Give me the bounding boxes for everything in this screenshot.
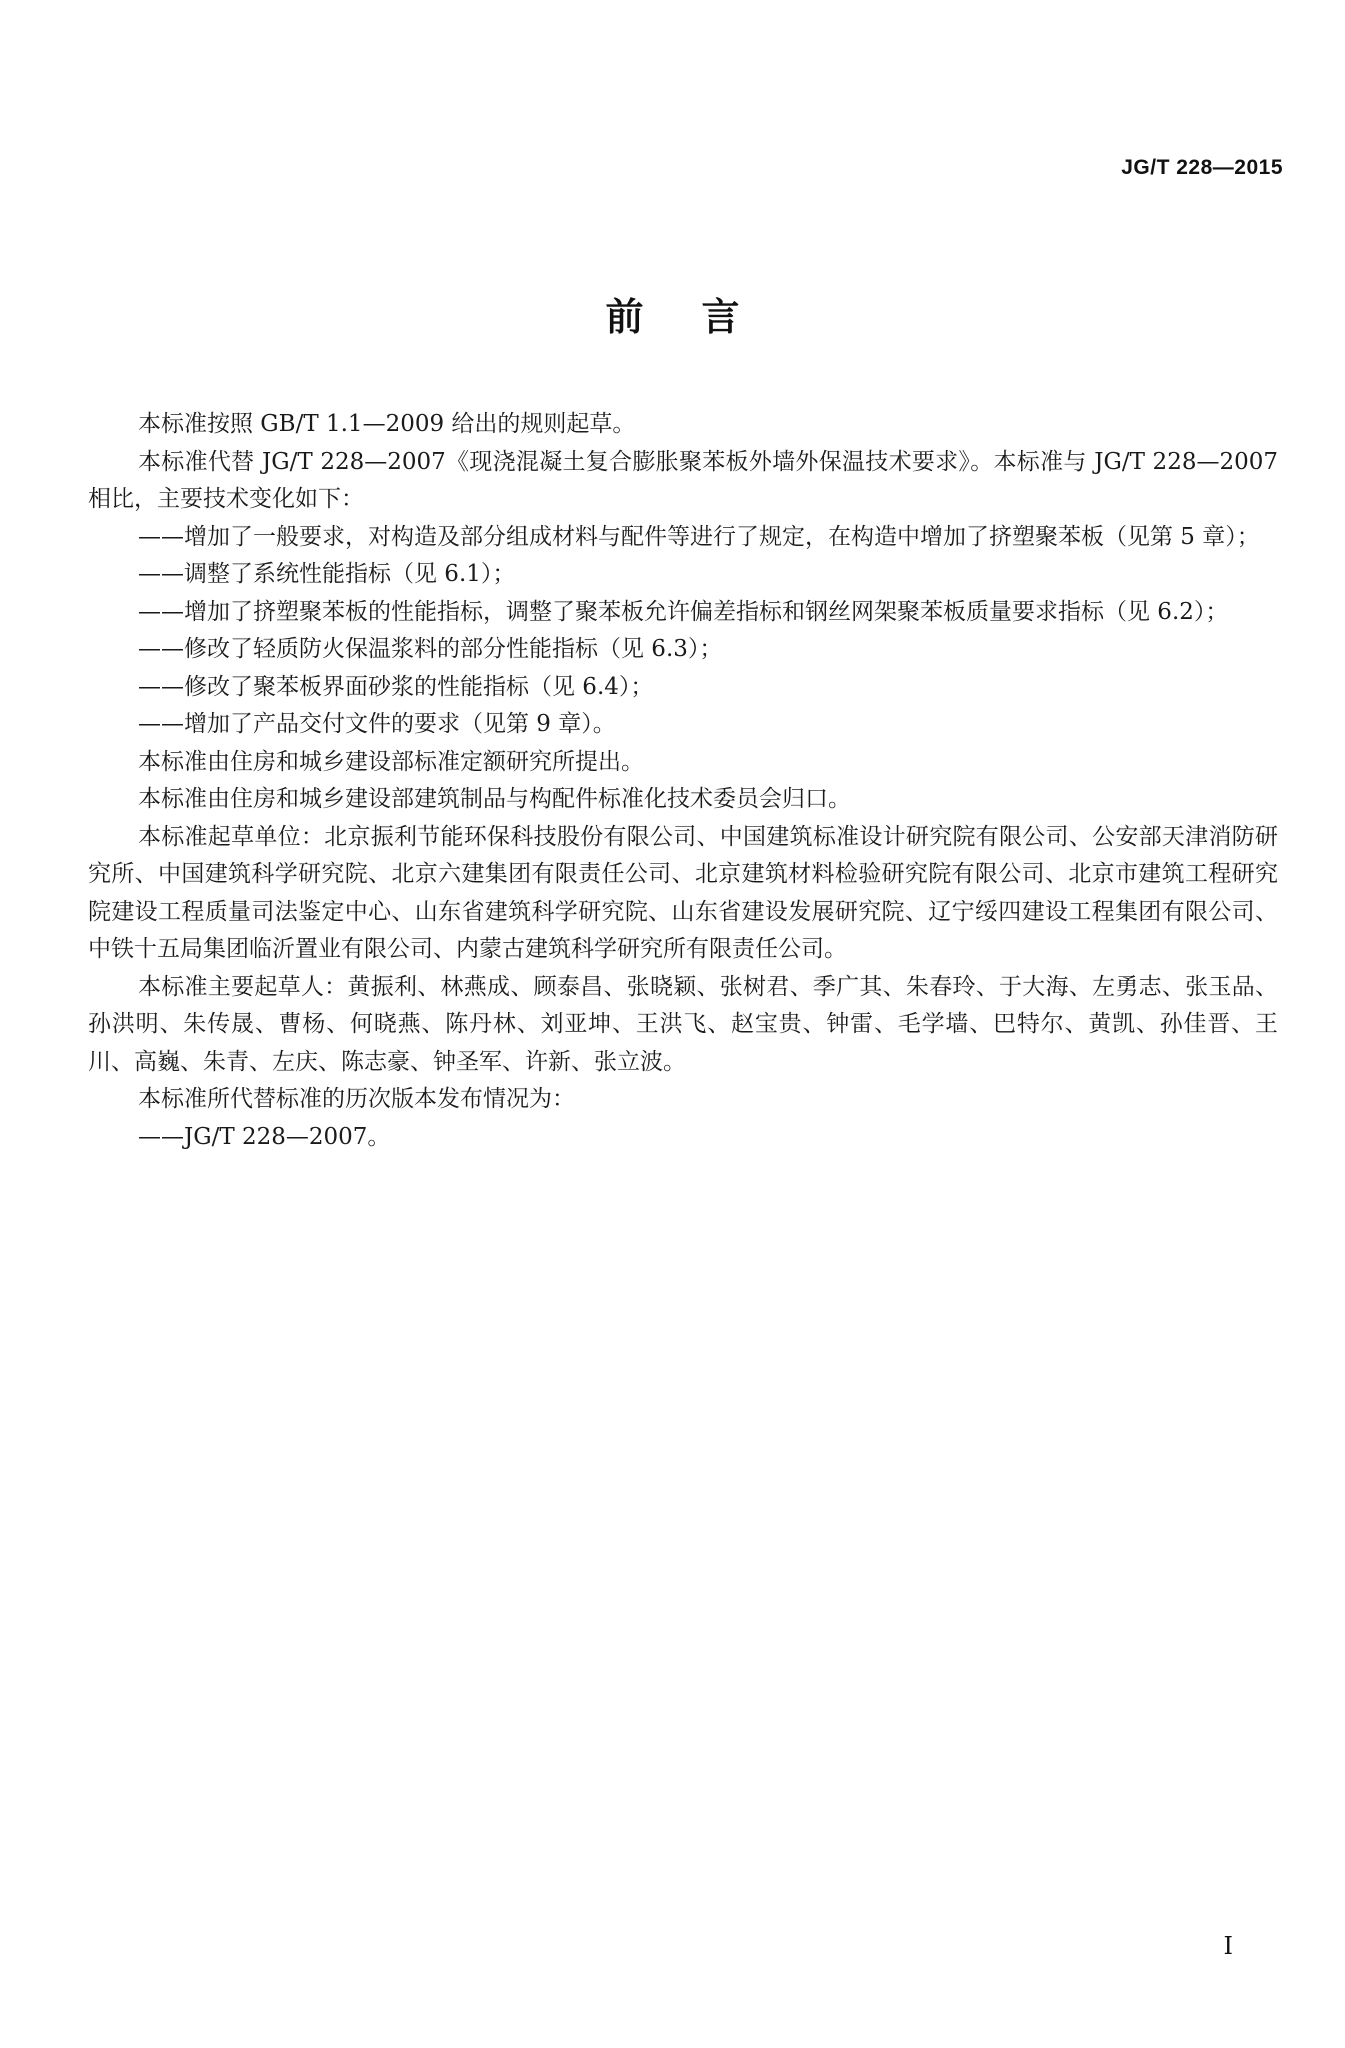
paragraph-drafting-rules: 本标准按照 GB/T 1.1—2009 给出的规则起草。 [138,411,636,437]
change-item: ——修改了聚苯板界面砂浆的性能指标（见 6.4）； [138,673,654,700]
change-item: ——增加了一般要求，对构造及部分组成材料与配件等进行了规定，在构造中增加了挤塑聚苯板（见第 5 章）； [138,523,1260,550]
change-item: ——修改了轻质防火保温浆料的部分性能指标（见 6.3）； [138,636,723,662]
change-item: ——调整了系统性能指标（见 6.1）； [138,561,516,587]
preface-body [88,406,1278,1156]
page-number: I [1223,1932,1233,1960]
history-item: ——JG/T 228—2007。 [138,1123,391,1150]
change-item: ——增加了挤塑聚苯板的性能指标，调整了聚苯板允许偏差指标和钢丝网架聚苯板质量要求指标（见 6.2）； [138,598,1229,625]
standard-code: JG/T 228—2015 [1121,156,1283,179]
history-list [88,1119,1278,1157]
page-title: 前言 [605,295,798,339]
paragraph-proposer: 本标准由住房和城乡建设部标准定额研究所提出。 [138,748,644,775]
paragraph-drafting-units: 本标准起草单位：北京振利节能环保科技股份有限公司、中国建筑标准设计研究院有限公司、公安部天津消防研究所、中国建筑科学研究院、北京六建集团有限责任公司、北京建筑材料检验研究院有限公司、北京市建筑工程研究院建设工程质量司法鉴定中心、山东省建筑科学研究院、山东省建设发展研究院、辽宁绥四建设工程集团有限公司、中铁十五局集团临沂置业有限公司、内蒙古建筑科学研究所有限责任公司。 [88,823,1278,962]
changes-list [88,519,1278,744]
paragraph-history-intro: 本标准所代替标准的历次版本发布情况为： [138,1086,575,1112]
paragraph-drafters: 本标准主要起草人：黄振利、林燕成、顾泰昌、张晓颖、张树君、季广其、朱春玲、于大海、左勇志、张玉品、孙洪明、朱传晟、曹杨、何晓燕、陈丹林、刘亚坤、王洪飞、赵宝贵、钟雷、毛学墙、巴特尔、黄凯、孙佳晋、王川、高巍、朱青、左庆、陈志豪、钟圣军、许新、张立波。 [88,973,1278,1075]
change-item: ——增加了产品交付文件的要求（见第 9 章）。 [138,711,616,737]
paragraph-technical-committee: 本标准由住房和城乡建设部建筑制品与构配件标准化技术委员会归口。 [138,786,851,812]
paragraph-replacement: 本标准代替 JG/T 228—2007《现浇混凝土复合膨胀聚苯板外墙外保温技术要求》。本标准与 JG/T 228—2007 相比，主要技术变化如下： [88,448,1278,512]
